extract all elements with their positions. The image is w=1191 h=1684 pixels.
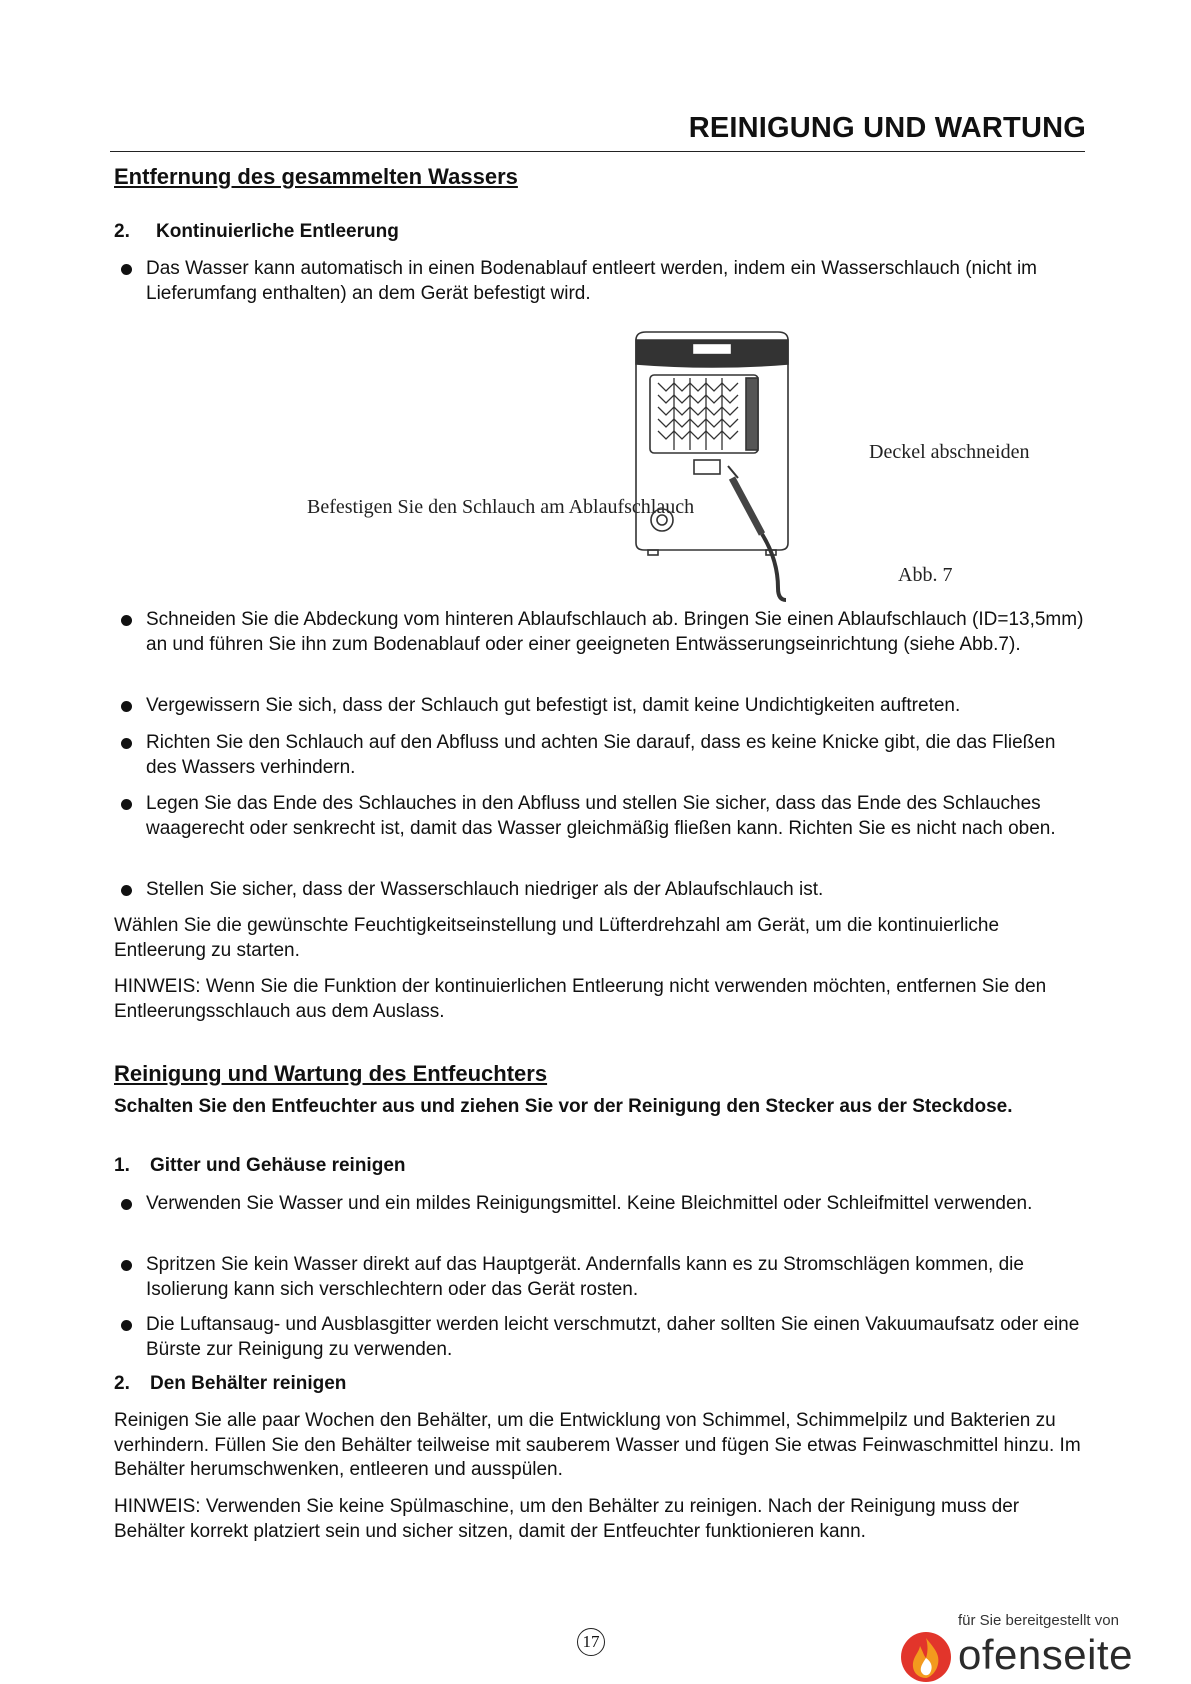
logo-wordmark: ofenseite (958, 1631, 1133, 1678)
logo-caption: für Sie bereitgestellt von (958, 1612, 1119, 1629)
subheading-number: 1. (114, 1155, 130, 1176)
paragraph-start-drain: Wählen Sie die gewünschte Feuchtigkeitseinstellung und Lüfterdrehzahl am Gerät, um die kontinuierliche Entleerung zu starten. (114, 915, 1000, 961)
subheading-clean-container (114, 1373, 346, 1395)
section-heading-water-removal: Entfernung des gesammelten Wassers (114, 164, 518, 189)
flame-logo-icon (898, 1630, 954, 1684)
title-divider (110, 151, 1085, 152)
dehumidifier-illustration (628, 328, 828, 603)
bullet-item: Schneiden Sie die Abdeckung vom hinteren Ablaufschlauch ab. Bringen Sie einen Ablaufschlauch (ID=13,5mm) an und führen Sie ihn zum Bodenablauf oder einer geeigneten Entwässerungseinrichtung (siehe Abb.7). (114, 608, 1090, 657)
bullet-item: Spritzen Sie kein Wasser direkt auf das Hauptgerät. Andernfalls kann es zu Stromschlägen kommen, die Isolierung kann sich verschlechtern oder das Gerät rosten. (114, 1253, 1090, 1302)
bullet-item: Stellen Sie sicher, dass der Wasserschlauch niedriger als der Ablaufschlauch ist. (114, 878, 1090, 903)
note-paragraph: HINWEIS: Wenn Sie die Funktion der kontinuierlichen Entleerung nicht verwenden möchten, entfernen Sie den Entleerungsschlauch aus dem Auslass. (114, 976, 1047, 1022)
subheading-title: Kontinuierliche Entleerung (156, 221, 399, 242)
bullet-item: Vergewissern Sie sich, dass der Schlauch gut befestigt ist, damit keine Undichtigkeiten auftreten. (114, 694, 1090, 719)
page-number: 17 (577, 1628, 605, 1656)
subheading-title: Gitter und Gehäuse reinigen (150, 1155, 406, 1176)
subheading-continuous-drain (114, 221, 399, 243)
bullet-item: Legen Sie das Ende des Schlauches in den Abfluss und stellen Sie sicher, dass das Ende des Schlauches waagerecht oder senkrecht ist, damit das Wasser gleichmäßig fließen kann. Richten Sie es nicht nach oben. (114, 792, 1090, 841)
figure-label-left: Befestigen Sie den Schlauch am Ablaufschlauch (307, 496, 695, 518)
bullet-item: Verwenden Sie Wasser und ein mildes Reinigungsmittel. Keine Bleichmittel oder Schleifmittel verwenden. (114, 1192, 1090, 1217)
paragraph-clean-container: Reinigen Sie alle paar Wochen den Behälter, um die Entwicklung von Schimmel, Schimmelpilz und Bakterien zu verhindern. Füllen Sie den Behälter teilweise mit sauberem Wasser und fügen Sie etwas Feinwaschmittel hinzu. Im Behälter herumschwenken, entleeren und ausspülen. (114, 1410, 1081, 1480)
bullet-item: Richten Sie den Schlauch auf den Abfluss und achten Sie darauf, dass es keine Knicke gibt, die das Fließen des Wassers verhindern. (114, 731, 1090, 780)
warning-unplug: Schalten Sie den Entfeuchter aus und ziehen Sie vor der Reinigung den Stecker aus der Steckdose. (114, 1096, 1013, 1117)
subheading-grille-housing (114, 1155, 406, 1177)
subheading-title: Den Behälter reinigen (150, 1373, 347, 1394)
note-paragraph: HINWEIS: Verwenden Sie keine Spülmaschine, um den Behälter zu reinigen. Nach der Reinigung muss der Behälter korrekt platziert sein und sicher sitzen, damit der Entfeuchter funktionieren kann. (114, 1496, 1020, 1542)
bullet-item: Die Luftansaug- und Ausblasgitter werden leicht verschmutzt, daher sollten Sie einen Vakuumaufsatz oder eine Bürste zur Reinigung zu verwenden. (114, 1313, 1090, 1362)
subheading-number: 2. (114, 221, 130, 242)
figure-label-right: Deckel abschneiden (869, 441, 1030, 463)
page-title: REINIGUNG UND WARTUNG (688, 112, 1086, 144)
figure-caption: Abb. 7 (898, 564, 953, 586)
bullet-intro: Das Wasser kann automatisch in einen Bodenablauf entleert werden, indem ein Wasserschlauch (nicht im Lieferumfang enthalten) an dem Gerät befestigt wird. (114, 257, 1090, 306)
section-heading-cleaning: Reinigung und Wartung des Entfeuchters (114, 1061, 548, 1086)
subheading-number: 2. (114, 1373, 130, 1394)
